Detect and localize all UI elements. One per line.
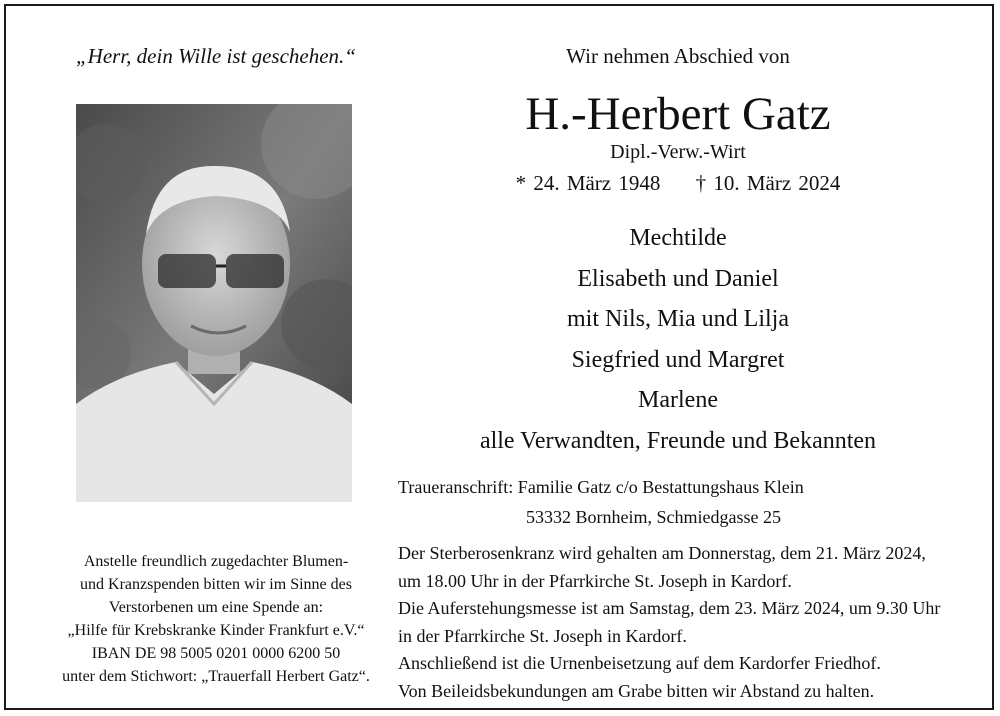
- charity-line: unter dem Stichwort: „Trauerfall Herbert Gatz“.: [62, 668, 370, 685]
- charity-line: und Kranzspenden bitten wir im Sinne des: [80, 576, 352, 593]
- note-line: Die Auferstehungsmesse ist am Samstag, dem 23. März 2024, um 9.30 Uhr: [398, 598, 941, 618]
- portrait-illustration: [76, 104, 352, 502]
- mourner-line: mit Nils, Mia und Lilja: [567, 306, 789, 332]
- mourner-line: Siegfried und Margret: [571, 346, 785, 373]
- birth-date: * 24. März 1948: [515, 171, 661, 195]
- note-line: Von Beileidsbekundungen am Grabe bitten wir Abstand zu halten.: [398, 680, 875, 701]
- note-line: in der Pfarrkirche St. Joseph in Kardorf.: [398, 625, 687, 646]
- deceased-name: H.-Herbert Gatz: [525, 88, 831, 140]
- charity-line: IBAN DE 98 5005 0201 0000 6200 50: [91, 645, 341, 662]
- mourner-line: Elisabeth und Daniel: [577, 265, 779, 292]
- note-line: Anschließend ist die Urnenbeisetzung auf dem Kardorfer Friedhof.: [398, 653, 881, 673]
- mourner-line: Mechtilde: [629, 225, 727, 251]
- address-line: 53332 Bornheim, Schmiedgasse 25: [526, 507, 781, 527]
- service-notes: [398, 540, 968, 705]
- address-line: Traueranschrift: Familie Gatz c/o Bestattungshaus Klein: [398, 477, 804, 497]
- life-dates: [398, 171, 958, 196]
- charity-line: Verstorbenen um eine Spende an:: [108, 599, 324, 616]
- charity-line: „Hilfe für Krebskranke Kinder Frankfurt e.V.“: [67, 622, 365, 639]
- bible-quote: „Herr, dein Wille ist geschehen.“: [76, 44, 356, 68]
- mourning-address: [398, 472, 958, 532]
- deceased-title: Dipl.-Verw.-Wirt: [610, 141, 746, 163]
- obituary-card: [4, 4, 994, 710]
- intro-text: Wir nehmen Abschied von: [566, 44, 790, 68]
- note-line: um 18.00 Uhr in der Pfarrkirche St. Joseph in Kardorf.: [398, 570, 792, 591]
- portrait-photo: [76, 104, 352, 502]
- mourner-line: Marlene: [638, 387, 718, 413]
- mourners-list: [398, 218, 958, 461]
- mourner-line: alle Verwandten, Freunde und Bekannten: [479, 427, 877, 454]
- death-date: † 10. März 2024: [695, 171, 841, 195]
- note-line: Der Sterberosenkranz wird gehalten am Donnerstag, dem 21. März 2024,: [398, 543, 926, 563]
- charity-notice: [36, 550, 396, 688]
- charity-line: Anstelle freundlich zugedachter Blumen-: [83, 553, 349, 570]
